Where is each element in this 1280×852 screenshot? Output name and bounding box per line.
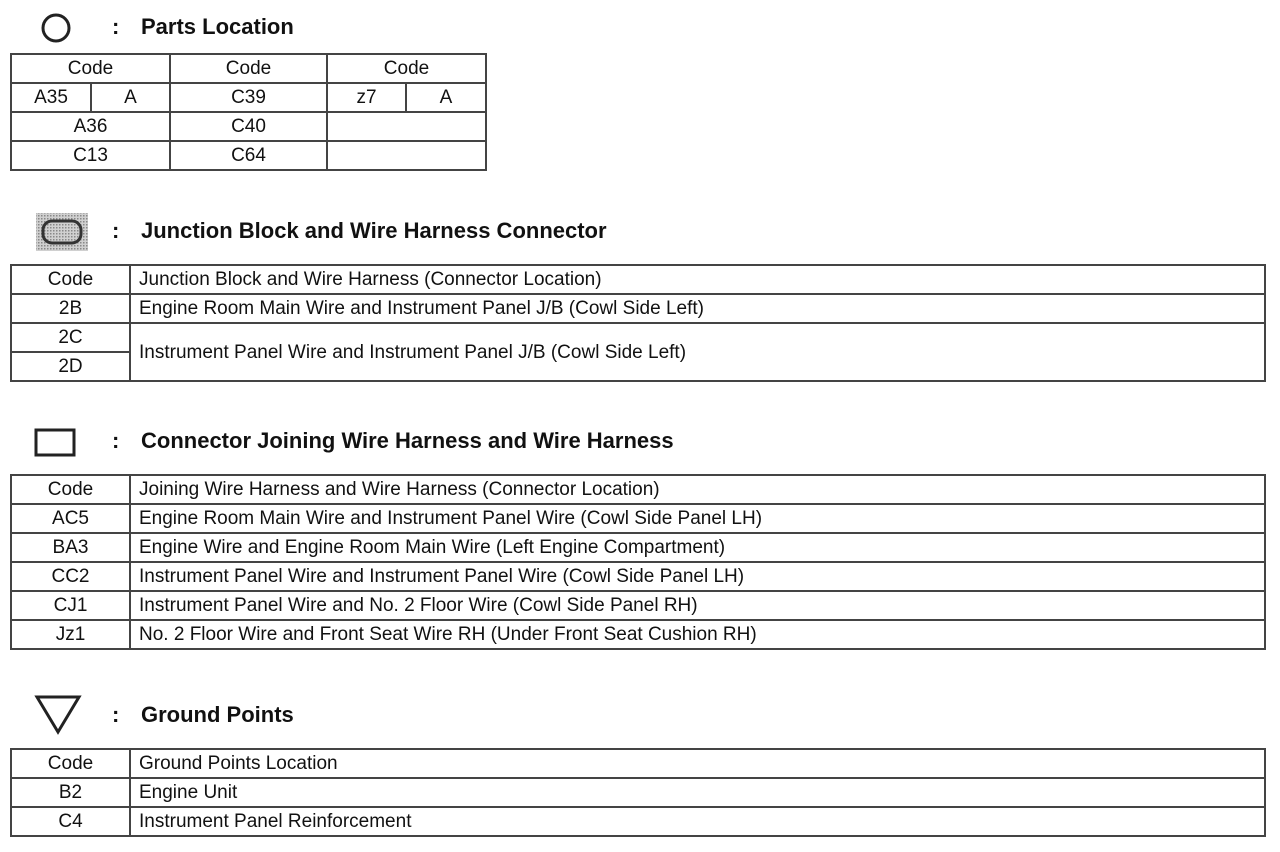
table-row [11,562,1265,591]
row-code: CC2 [11,562,130,591]
table-row [11,533,1265,562]
row-description: No. 2 Floor Wire and Front Seat Wire RH (Under Front Seat Cushion RH) [130,620,1265,649]
connector-joining-table [10,474,1266,650]
section-colon: : [112,702,120,727]
column-header-code: Code [170,54,327,83]
part-code-suffix: A [406,83,486,112]
row-code: B2 [11,778,130,807]
row-code: 2B [11,294,130,323]
part-code: z7 [327,83,406,112]
row-description: Engine Wire and Engine Room Main Wire (Left Engine Compartment) [130,533,1265,562]
row-description: Instrument Panel Wire and No. 2 Floor Wire (Cowl Side Panel RH) [130,591,1265,620]
part-code [327,141,486,170]
row-code: 2C [11,323,130,352]
row-code: AC5 [11,504,130,533]
junction-block-table [10,264,1266,382]
part-code: C13 [11,141,170,170]
part-code: A36 [11,112,170,141]
section-colon: : [112,14,120,39]
table-row [11,83,486,112]
table-row [11,323,1265,352]
parts-location-table [10,53,487,171]
section-title-parts-location: Parts Location [141,14,294,39]
triangle-down-icon [34,694,82,741]
table-row [11,620,1265,649]
table-row [11,141,486,170]
column-header-description: Junction Block and Wire Harness (Connector Location) [130,265,1265,294]
row-code: 2D [11,352,130,381]
row-description: Instrument Panel Wire and Instrument Panel Wire (Cowl Side Panel LH) [130,562,1265,591]
row-code: CJ1 [11,591,130,620]
section-title-connector-joining: Connector Joining Wire Harness and Wire Harness [141,428,674,453]
part-code: C39 [170,83,327,112]
section-colon: : [112,218,120,243]
square-icon [34,428,76,463]
table-row [11,112,486,141]
section-title-ground-points: Ground Points [141,702,294,727]
table-row [11,807,1265,836]
part-code [327,112,486,141]
column-header-description: Joining Wire Harness and Wire Harness (Connector Location) [130,475,1265,504]
section-colon: : [112,428,120,453]
part-code-suffix: A [91,83,170,112]
column-header-code: Code [11,475,130,504]
part-code: A35 [11,83,91,112]
part-code: C64 [170,141,327,170]
column-header-code: Code [11,54,170,83]
table-row [11,504,1265,533]
column-header-code: Code [327,54,486,83]
row-description: Instrument Panel Reinforcement [130,807,1265,836]
row-code: C4 [11,807,130,836]
row-code: BA3 [11,533,130,562]
part-code: C40 [170,112,327,141]
table-header-row [11,265,1265,294]
column-header-code: Code [11,265,130,294]
column-header-code: Code [11,749,130,778]
row-description: Engine Unit [130,778,1265,807]
row-code: Jz1 [11,620,130,649]
table-header-row [11,475,1265,504]
ground-points-table [10,748,1266,837]
column-header-description: Ground Points Location [130,749,1265,778]
row-description: Engine Room Main Wire and Instrument Panel Wire (Cowl Side Panel LH) [130,504,1265,533]
row-description: Engine Room Main Wire and Instrument Panel J/B (Cowl Side Left) [130,294,1265,323]
table-row [11,294,1265,323]
table-row [11,778,1265,807]
row-description: Instrument Panel Wire and Instrument Panel J/B (Cowl Side Left) [130,323,1265,381]
table-header-row [11,749,1265,778]
circle-icon [40,12,72,49]
table-header-row [11,54,486,83]
table-row [11,591,1265,620]
section-title-junction-block: Junction Block and Wire Harness Connector [141,218,607,243]
shaded-rounded-rect-icon [35,212,89,257]
